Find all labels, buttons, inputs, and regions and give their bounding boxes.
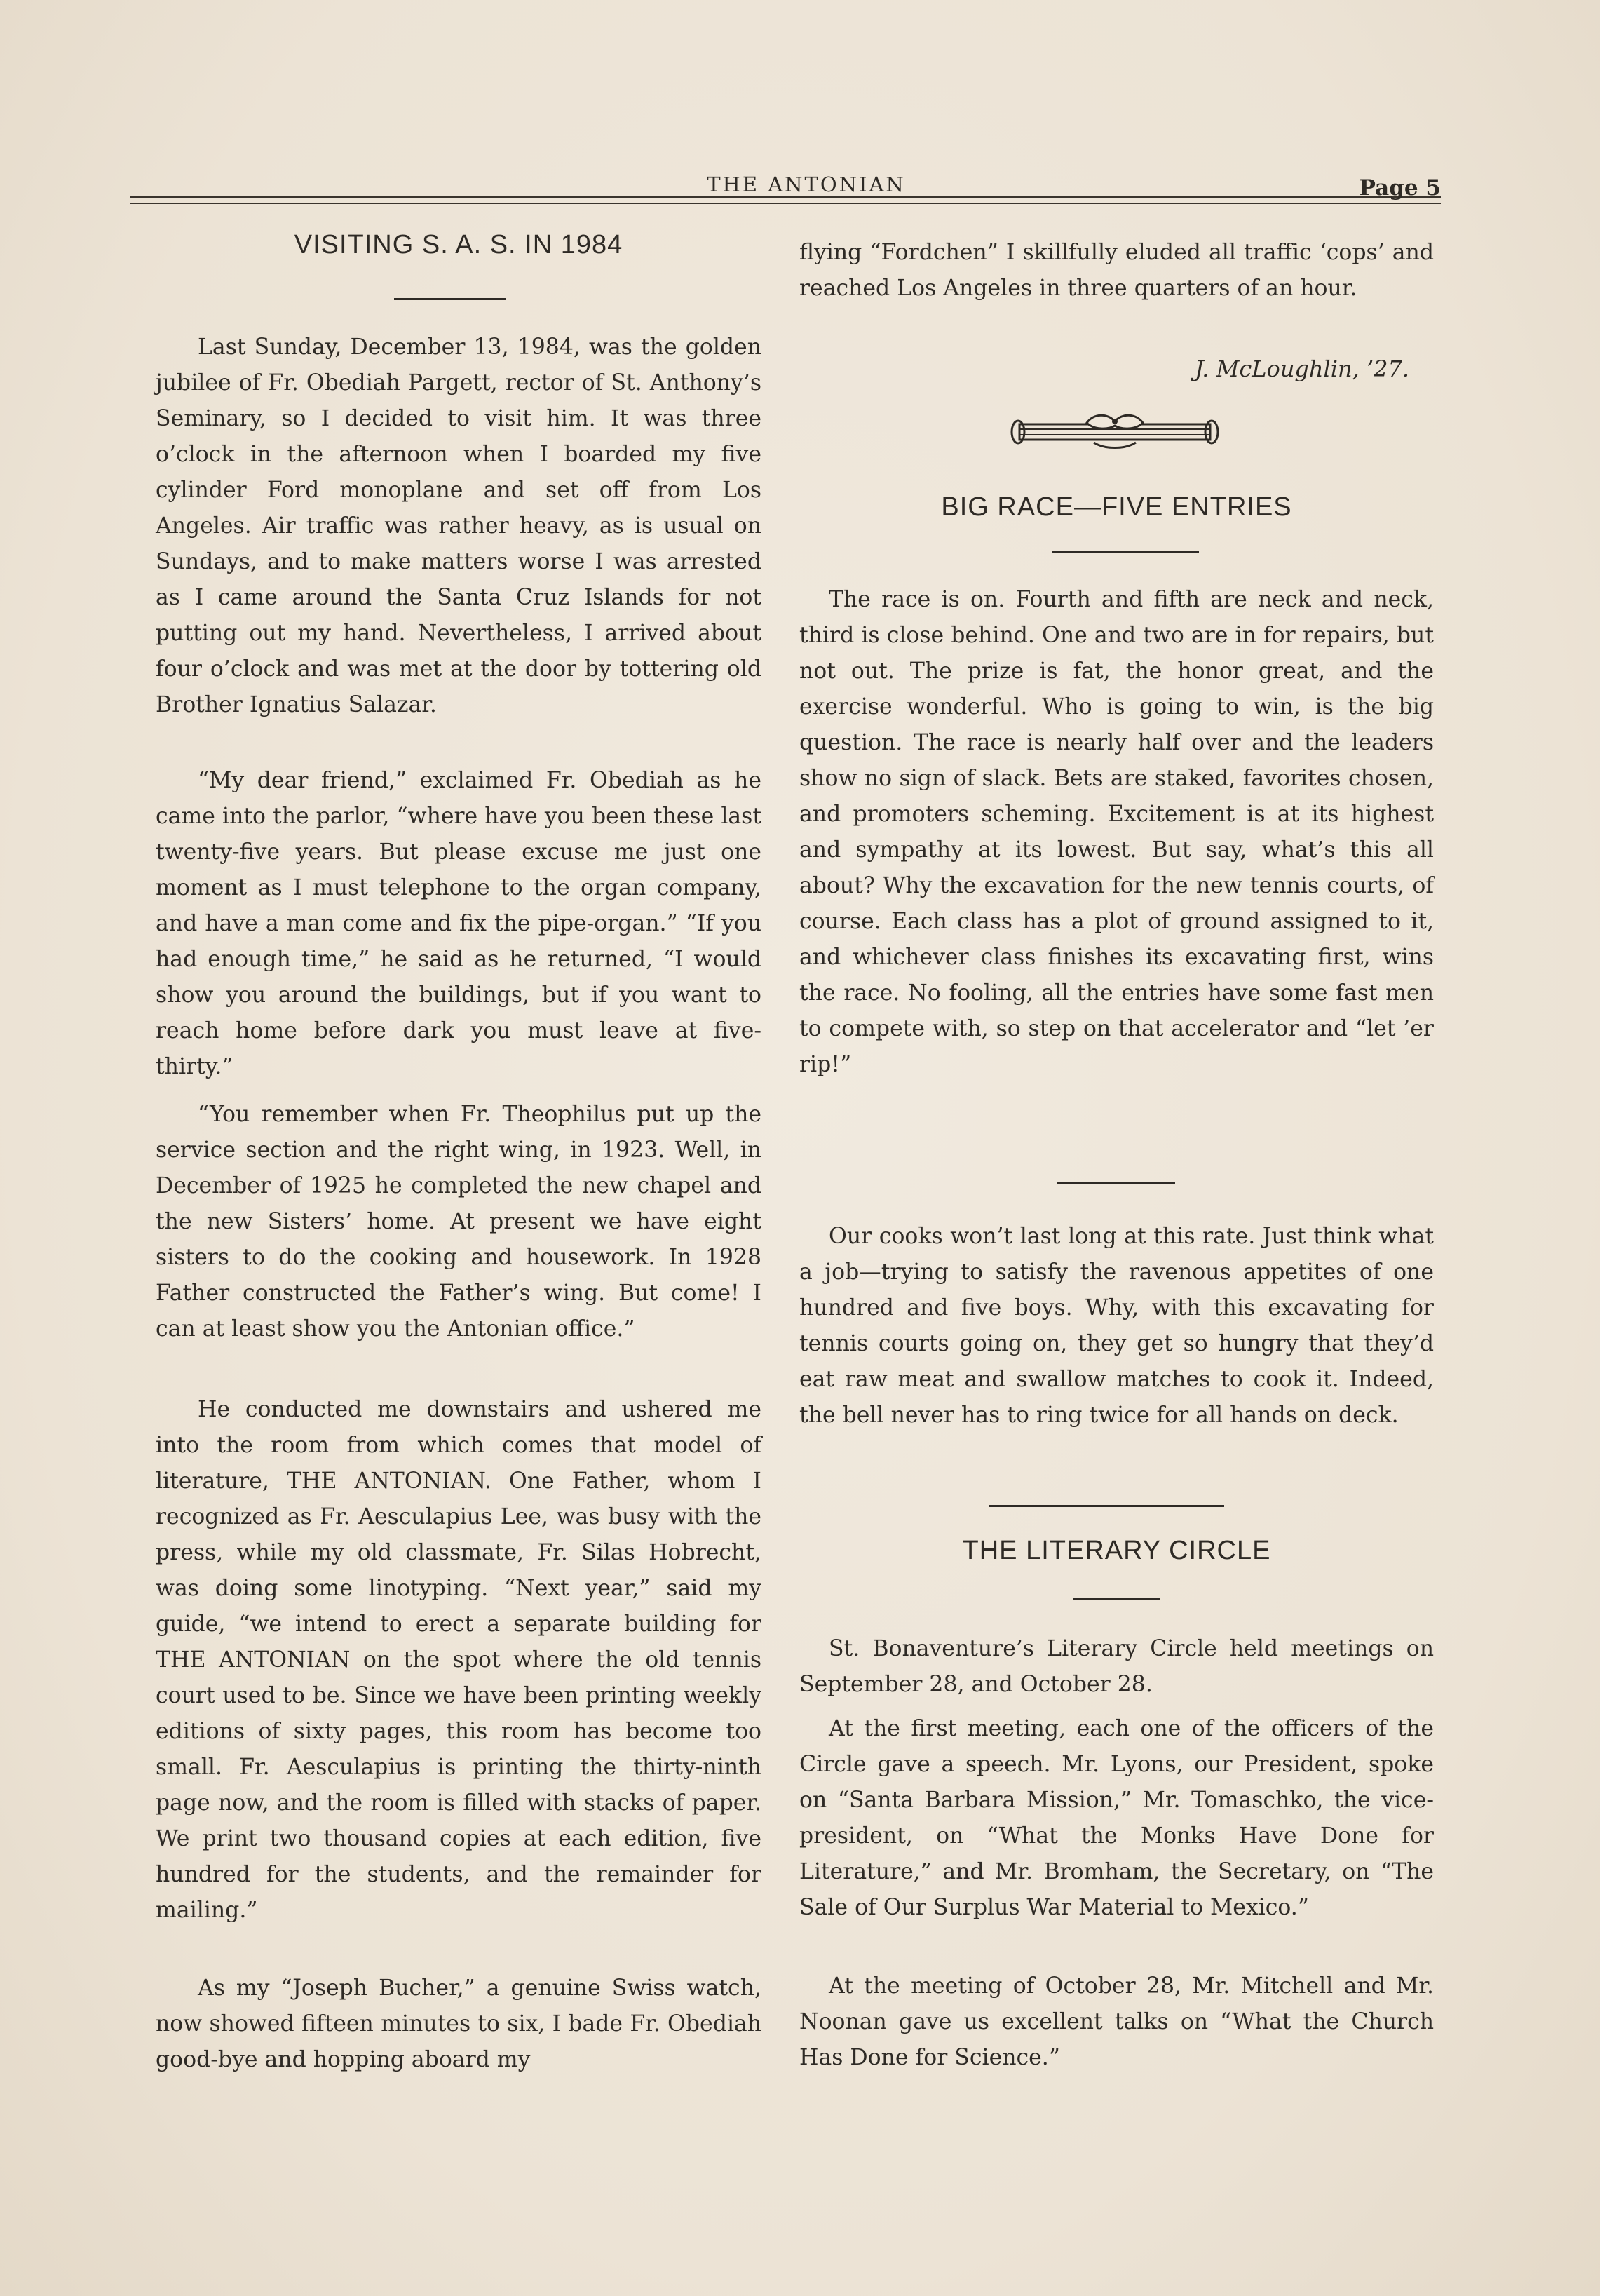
heading-rule: [1073, 1598, 1160, 1600]
article-paragraph: Last Sunday, December 13, 1984, was the golden jubilee of Fr. Obediah Pargett, rector of St. Anthony’s Seminary, so I decided to visit him. It was three o’clock in the afternoon when I boarded my five cylinder Ford monoplane and set off from Los Angeles. Air traffic was rather heavy, as is usual on Sundays, and to make matters worse I was arrested as I came around the Santa Cruz Islands for not putting out my hand. Nevertheless, I arrived about four o’clock and was met at the door by tottering old Brother Ignatius Salazar.: [156, 335, 761, 717]
author-signature: J. McLoughlin, ’27.: [1194, 356, 1409, 382]
article-paragraph: At the meeting of October 28, Mr. Mitchell and Mr. Noonan gave us excellent talks on “What the Church Has Done for Science.”: [799, 1973, 1434, 2070]
article-paragraph: “My dear friend,” exclaimed Fr. Obediah as he came into the parlor, “where have you been these last twenty-five years. But please excuse me just one moment as I must telephone to the organ company, and have a man come and fix the pipe-organ.” “If you had enough time,” he said as he returned, “I would show you around the buildings, but if you want to reach home before dark you must leave at five-thirty.”: [156, 768, 761, 1079]
section-divider: [989, 1505, 1224, 1507]
article-paragraph: At the first meeting, each one of the officers of the Circle gave a speech. Mr. Lyons, our President, spoke on “Santa Barbara Mission,” Mr. Tomaschko, the vice-president, on “What the Monks Have Done for Literature,” and Mr. Bromham, the Secretary, on “The Sale of Our Surplus War Material to Mexico.”: [799, 1716, 1434, 1920]
header-rule-bottom: [130, 203, 1441, 204]
article-heading-big-race: BIG RACE—FIVE ENTRIES: [941, 492, 1292, 522]
article-paragraph: Our cooks won’t last long at this rate. Just think what a job—trying to satisfy the ravenous appetites of one hundred and five boys. Why, with this excavating for tennis courts going on, they get so hungry that they’d eat raw meat and swallow matches to cook it. Indeed, the bell never has to ring twice for all hands on deck.: [799, 1224, 1434, 1428]
article-paragraph: “You remember when Fr. Theophilus put up the service section and the right wing, in 1923. Well, in December of 1925 he completed the new chapel and the new Sisters’ home. At present we have eight sisters to do the cooking and housework. In 1928 Father constructed the Father’s wing. But come! I can at least show you the Antonian office.”: [156, 1102, 761, 1342]
section-divider: [1057, 1182, 1175, 1184]
article-paragraph: The race is on. Fourth and fifth are neck and neck, third is close behind. One and two are in for repairs, but not out. The prize is fat, the honor great, and the exercise wonderful. Who is going to win, is the big question. The race is nearly half over and the leaders show no sign of slack. Bets are staked, favorites chosen, and promoters scheming. Excitement is at its highest and sympathy at its lowest. But say, what’s this all about? Why the excavation for the new tennis courts, of course. Each class has a plot of ground assigned to it, and whichever class finishes its excavating first, wins the race. No fooling, all the entries have some fast men to compete with, so step on that accelerator and “let ’er rip!”: [799, 587, 1434, 1077]
article-heading-visiting-sas: VISITING S. A. S. IN 1984: [294, 230, 623, 259]
article-paragraph: St. Bonaventure’s Literary Circle held meetings on September 28, and October 28.: [799, 1636, 1434, 1697]
page-number: Page 5: [1359, 175, 1441, 201]
article-continuation: flying “Fordchen” I skillfully eluded all traffic ‘cops’ and reached Los Angeles in three quarters of an hour.: [799, 240, 1434, 301]
article-heading-literary-circle: THE LITERARY CIRCLE: [962, 1536, 1271, 1565]
article-paragraph: He conducted me downstairs and ushered me into the room from which comes that model of literature, THE ANTONIAN. One Father, whom I recognized as Fr. Aesculapius Lee, was busy with the press, while my old classmate, Fr. Silas Hobrecht, was doing some linotyping. “Next year,” said my guide, “we intend to erect a separate building for THE ANTONIAN on the spot where the old tennis court used to be. Since we have been printing weekly editions of sixty pages, this room has become too small. Fr. Aesculapius is printing the thirty-ninth page now, and the room is filled with stacks of paper. We print two thousand copies at each edition, five hundred for the students, and the remainder for mailing.”: [156, 1397, 761, 1923]
masthead-title: THE ANTONIAN: [707, 173, 906, 196]
heading-rule: [1052, 551, 1199, 553]
scroll-ornament-icon: [1010, 412, 1220, 452]
heading-rule: [394, 298, 506, 300]
article-paragraph: As my “Joseph Bucher,” a genuine Swiss watch, now showed fifteen minutes to six, I bade Fr. Obediah good-bye and hopping aboard my: [156, 1976, 761, 2072]
